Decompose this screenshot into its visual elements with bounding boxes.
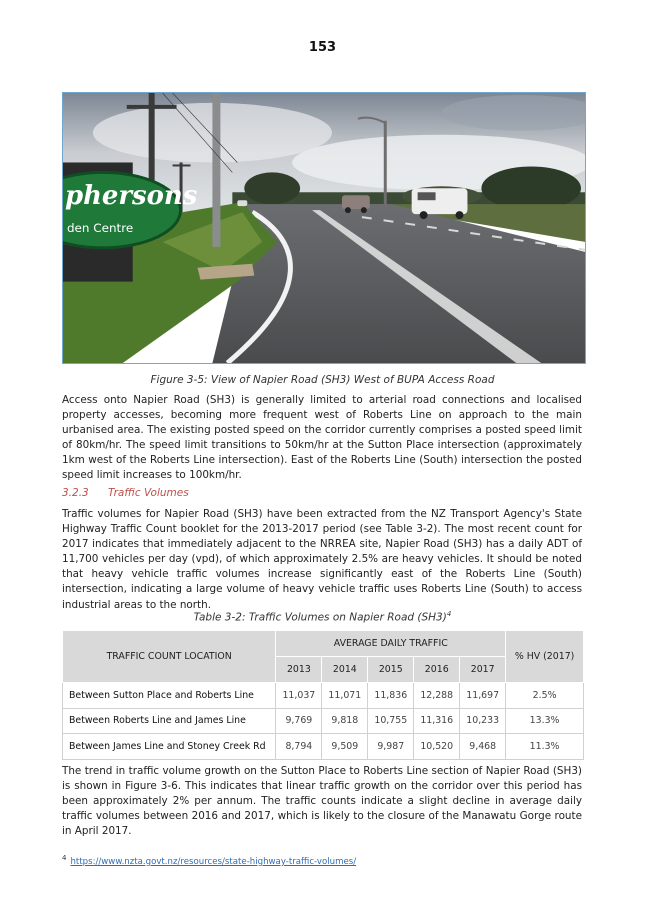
row-value: 10,755 <box>368 708 414 734</box>
table-row <box>63 708 584 734</box>
section-title: Traffic Volumes <box>108 487 189 499</box>
row-value: 11,836 <box>368 683 414 709</box>
row-value: 11,697 <box>460 683 506 709</box>
sign-text-line1: phersons <box>64 181 198 212</box>
header-year: 2015 <box>368 657 414 683</box>
traffic-volume-table <box>62 630 584 760</box>
road-photo <box>62 92 586 364</box>
footnote-number: 4 <box>62 854 67 862</box>
section-number: 3.2.3 <box>62 487 89 499</box>
row-location: Between Roberts Line and James Line <box>63 708 276 734</box>
row-value: 11,037 <box>276 683 322 709</box>
road-photo-illustration <box>63 93 585 363</box>
row-value: 9,987 <box>368 734 414 760</box>
header-year: 2013 <box>276 657 322 683</box>
page-number: 153 <box>308 40 337 55</box>
row-location: Between Sutton Place and Roberts Line <box>63 683 276 709</box>
footnote-link[interactable]: https://www.nzta.govt.nz/resources/state-highway-traffic-volumes/ <box>70 856 357 867</box>
header-average-daily-traffic: AVERAGE DAILY TRAFFIC <box>276 631 506 657</box>
row-location: Between James Line and Stoney Creek Rd <box>63 734 276 760</box>
figure-caption: Figure 3-5: View of Napier Road (SH3) West of BUPA Access Road <box>150 374 495 386</box>
footnote <box>62 854 356 867</box>
row-value: 9,509 <box>322 734 368 760</box>
trend-paragraph: The trend in traffic volume growth on the Sutton Place to Roberts Line section of Napier Road (SH3) is shown in Figure 3-6. This indicates that linear traffic growth on the corridor over this period has been approximately 2% per annum. The traffic counts indicate a slight decline in average daily traffic volumes between 2016 and 2017, which is likely to the closure of the Manawatu Gorge route in April 2017. <box>62 765 582 838</box>
access-paragraph: Access onto Napier Road (SH3) is generally limited to arterial road connections and localised property accesses, becoming more frequent west of Roberts Line on approach to the main urbanised area. The existing posted speed on the corridor currently comprises a posted speed limit of 80km/hr. The speed limit transitions to 50km/hr at the Sutton Place intersection (approximately 1km west of the Roberts Line intersection). East of the Roberts Line (South) intersection the posted speed limit increases to 100km/hr. <box>62 394 582 482</box>
table-row <box>63 734 584 760</box>
header-location: TRAFFIC COUNT LOCATION <box>63 631 276 683</box>
table-caption-footnote-ref: 4 <box>446 610 452 618</box>
header-year: 2016 <box>414 657 460 683</box>
table-caption <box>0 610 645 624</box>
row-value: 11,316 <box>414 708 460 734</box>
row-hv: 13.3% <box>506 708 584 734</box>
header-year: 2014 <box>322 657 368 683</box>
row-value: 10,233 <box>460 708 506 734</box>
row-value: 9,769 <box>276 708 322 734</box>
row-value: 11,071 <box>322 683 368 709</box>
volumes-paragraph: Traffic volumes for Napier Road (SH3) have been extracted from the NZ Transport Agency's State Highway Traffic Count booklet for the 2013-2017 period (see Table 3-2). The most recent count for 2017 indicates that immediately adjacent to the NRREA site, Napier Road (SH3) has a daily ADT of 11,700 vehicles per day (vpd), of which approximately 2.5% are heavy vehicles. It should be noted that heavy vehicle traffic volumes increase significantly east of the Roberts Line (South) intersection, indicating a large volume of heavy vehicle traffic uses Roberts Line (South) to access industrial areas to the north. <box>62 508 582 611</box>
row-value: 9,468 <box>460 734 506 760</box>
table-caption-text: Table 3-2: Traffic Volumes on Napier Road (SH3) <box>193 611 447 624</box>
row-value: 8,794 <box>276 734 322 760</box>
row-hv: 2.5% <box>506 683 584 709</box>
row-value: 9,818 <box>322 708 368 734</box>
header-hv: % HV (2017) <box>506 631 584 683</box>
row-value: 10,520 <box>414 734 460 760</box>
row-hv: 11.3% <box>506 734 584 760</box>
section-heading <box>62 487 189 499</box>
sign-text-line2: den Centre <box>66 220 134 235</box>
table-row <box>63 683 584 709</box>
row-value: 12,288 <box>414 683 460 709</box>
header-year: 2017 <box>460 657 506 683</box>
